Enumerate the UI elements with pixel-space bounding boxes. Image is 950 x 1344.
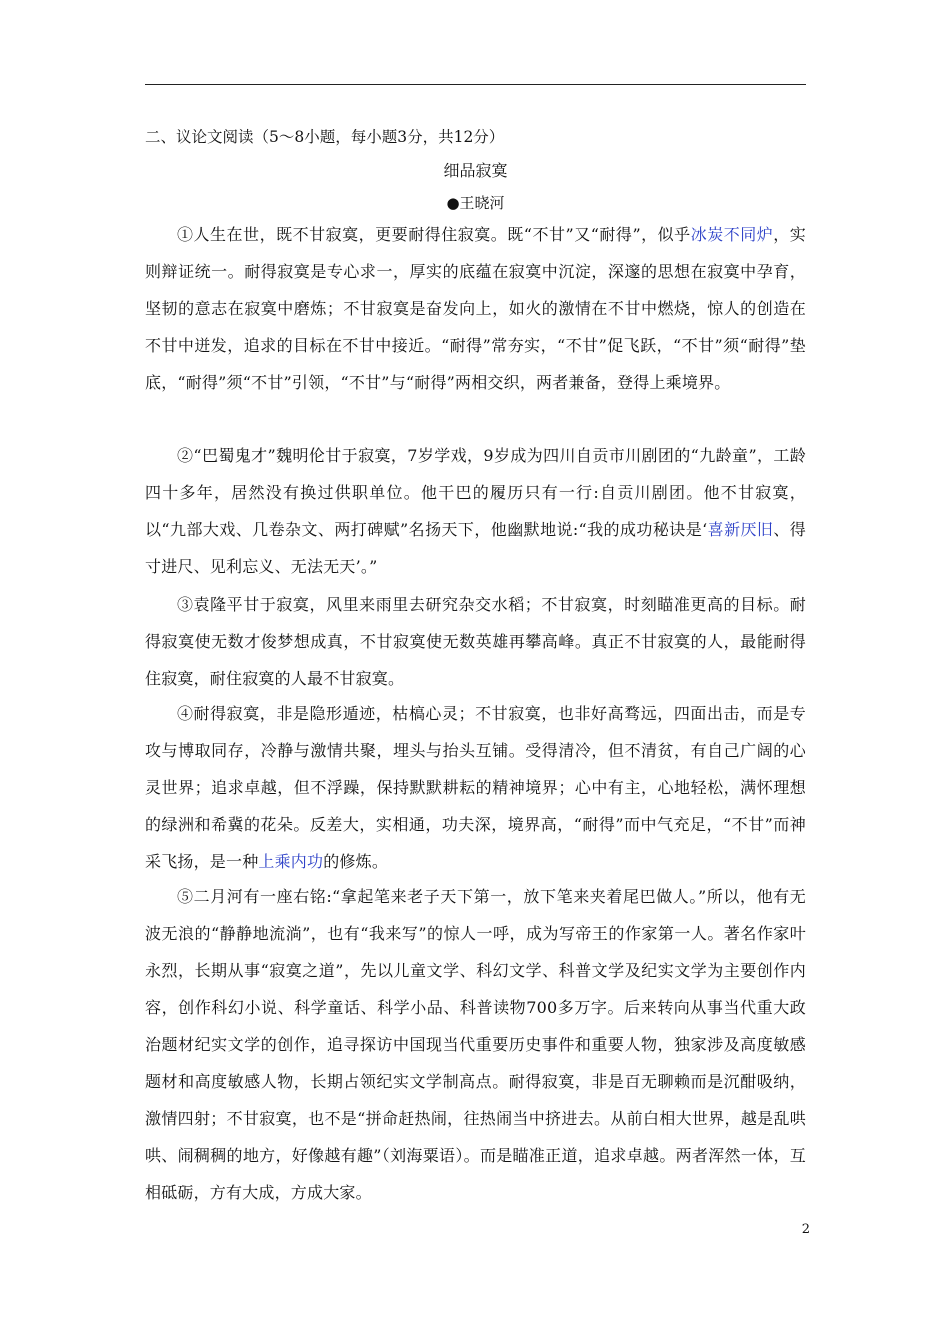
paragraph-4-text-a: ④耐得寂寞，非是隐形遁迹，枯槁心灵；不甘寂寞，也非好高骛远，四面出击，而是专攻与博取同存，冷静与激情共聚，埋头与抬头互铺。受得清冷，但不清贫，有自己广阔的心灵世界；追求卓越，但不浮躁，保持默默耕耘的精神境界；心中有主，心地轻松，满怀理想的绿洲和希冀的花朵。反差大，实相通，功夫深，境界高，“耐得”而中气充足，“不甘”而神采飞扬，是一种	[145, 704, 806, 871]
paragraph-2-text-b: 、得寸进尺、见利忘义、无法无天’。”	[145, 520, 806, 576]
paragraph-4-text-b: 的修炼。	[323, 852, 389, 871]
paragraph-4-link[interactable]: 上乘内功	[258, 852, 324, 871]
paragraph-3	[145, 586, 806, 697]
paragraph-4	[145, 695, 806, 880]
paragraph-2	[145, 437, 806, 585]
section-heading: 二、议论文阅读（5～8小题，每小题3分，共12分）	[145, 128, 505, 146]
paragraph-1-text-b: ，实则辩证统一。耐得寂寞是专心求一，厚实的底蕴在寂寞中沉淀，深邃的思想在寂寞中孕育，坚韧的意志在寂寞中磨炼；不甘寂寞是奋发向上，如火的激情在不甘中燃烧，惊人的创造在不甘中迸发，追求的目标在不甘中接近。“耐得”常夯实，“不甘”促飞跃，“不甘”须“耐得”垫底，“耐得”须“不甘”引领，“不甘”与“耐得”两相交织，两者兼备，登得上乘境界。	[145, 225, 806, 392]
paragraph-5-text: ⑤二月河有一座右铭:“拿起笔来老子天下第一，放下笔来夹着尾巴做人。”所以，他有无波无浪的“静静地流淌”，也有“我来写”的惊人一呼，成为写帝王的作家第一人。著名作家叶永烈，长期从事“寂寞之道”，先以儿童文学、科幻文学、科普文学及纪实文学为主要创作内容，创作科幻小说、科学童话、科学小品、科普读物700多万字。后来转向从事当代重大政治题材纪实文学的创作，追寻探访中国现当代重要历史事件和重要人物，独家涉及高度敏感题材和高度敏感人物，长期占领纪实文学制高点。耐得寂寞，非是百无聊赖而是沉酣吸纳，激情四射；不甘寂寞，也不是“拼命赶热闹，往热闹当中挤进去。从前白相大世界，越是乱哄哄、闹稠稠的地方，好像越有趣”（刘海粟语）。而是瞄准正道，追求卓越。两者浑然一体，互相砥砺，方有大成，方成大家。	[145, 887, 806, 1202]
paragraph-1-link[interactable]: 冰炭不同炉	[690, 225, 774, 244]
paragraph-5	[145, 878, 806, 1211]
paragraph-1-text-a: ①人生在世，既不甘寂寞，更要耐得住寂寞。既“不甘”又“耐得”，似乎	[177, 225, 691, 244]
article-title: 细品寂寞	[443, 161, 508, 180]
article-author: ●王晓河	[446, 194, 505, 212]
paragraph-2-text-a: ②“巴蜀鬼才”魏明伦甘于寂寞，7岁学戏，9岁成为四川自贡市川剧团的“九龄童”，工龄四十多年，居然没有换过供职单位。他干巴的履历只有一行:自贡川剧团。他不甘寂寞，以“九部大戏、几卷杂文、两打碑赋”名扬天下，他幽默地说:“我的成功秘诀是‘	[145, 446, 806, 539]
header-rule	[145, 84, 806, 85]
paragraph-1	[145, 216, 806, 401]
paragraph-3-text: ③袁隆平甘于寂寞，风里来雨里去研究杂交水稻；不甘寂寞，时刻瞄准更高的目标。耐得寂寞使无数才俊梦想成真，不甘寂寞使无数英雄再攀高峰。真正不甘寂寞的人，最能耐得住寂寞，耐住寂寞的人最不甘寂寞。	[145, 595, 806, 688]
paragraph-2-link[interactable]: 喜新厌旧	[707, 520, 774, 539]
page-number: 2	[801, 1222, 810, 1237]
